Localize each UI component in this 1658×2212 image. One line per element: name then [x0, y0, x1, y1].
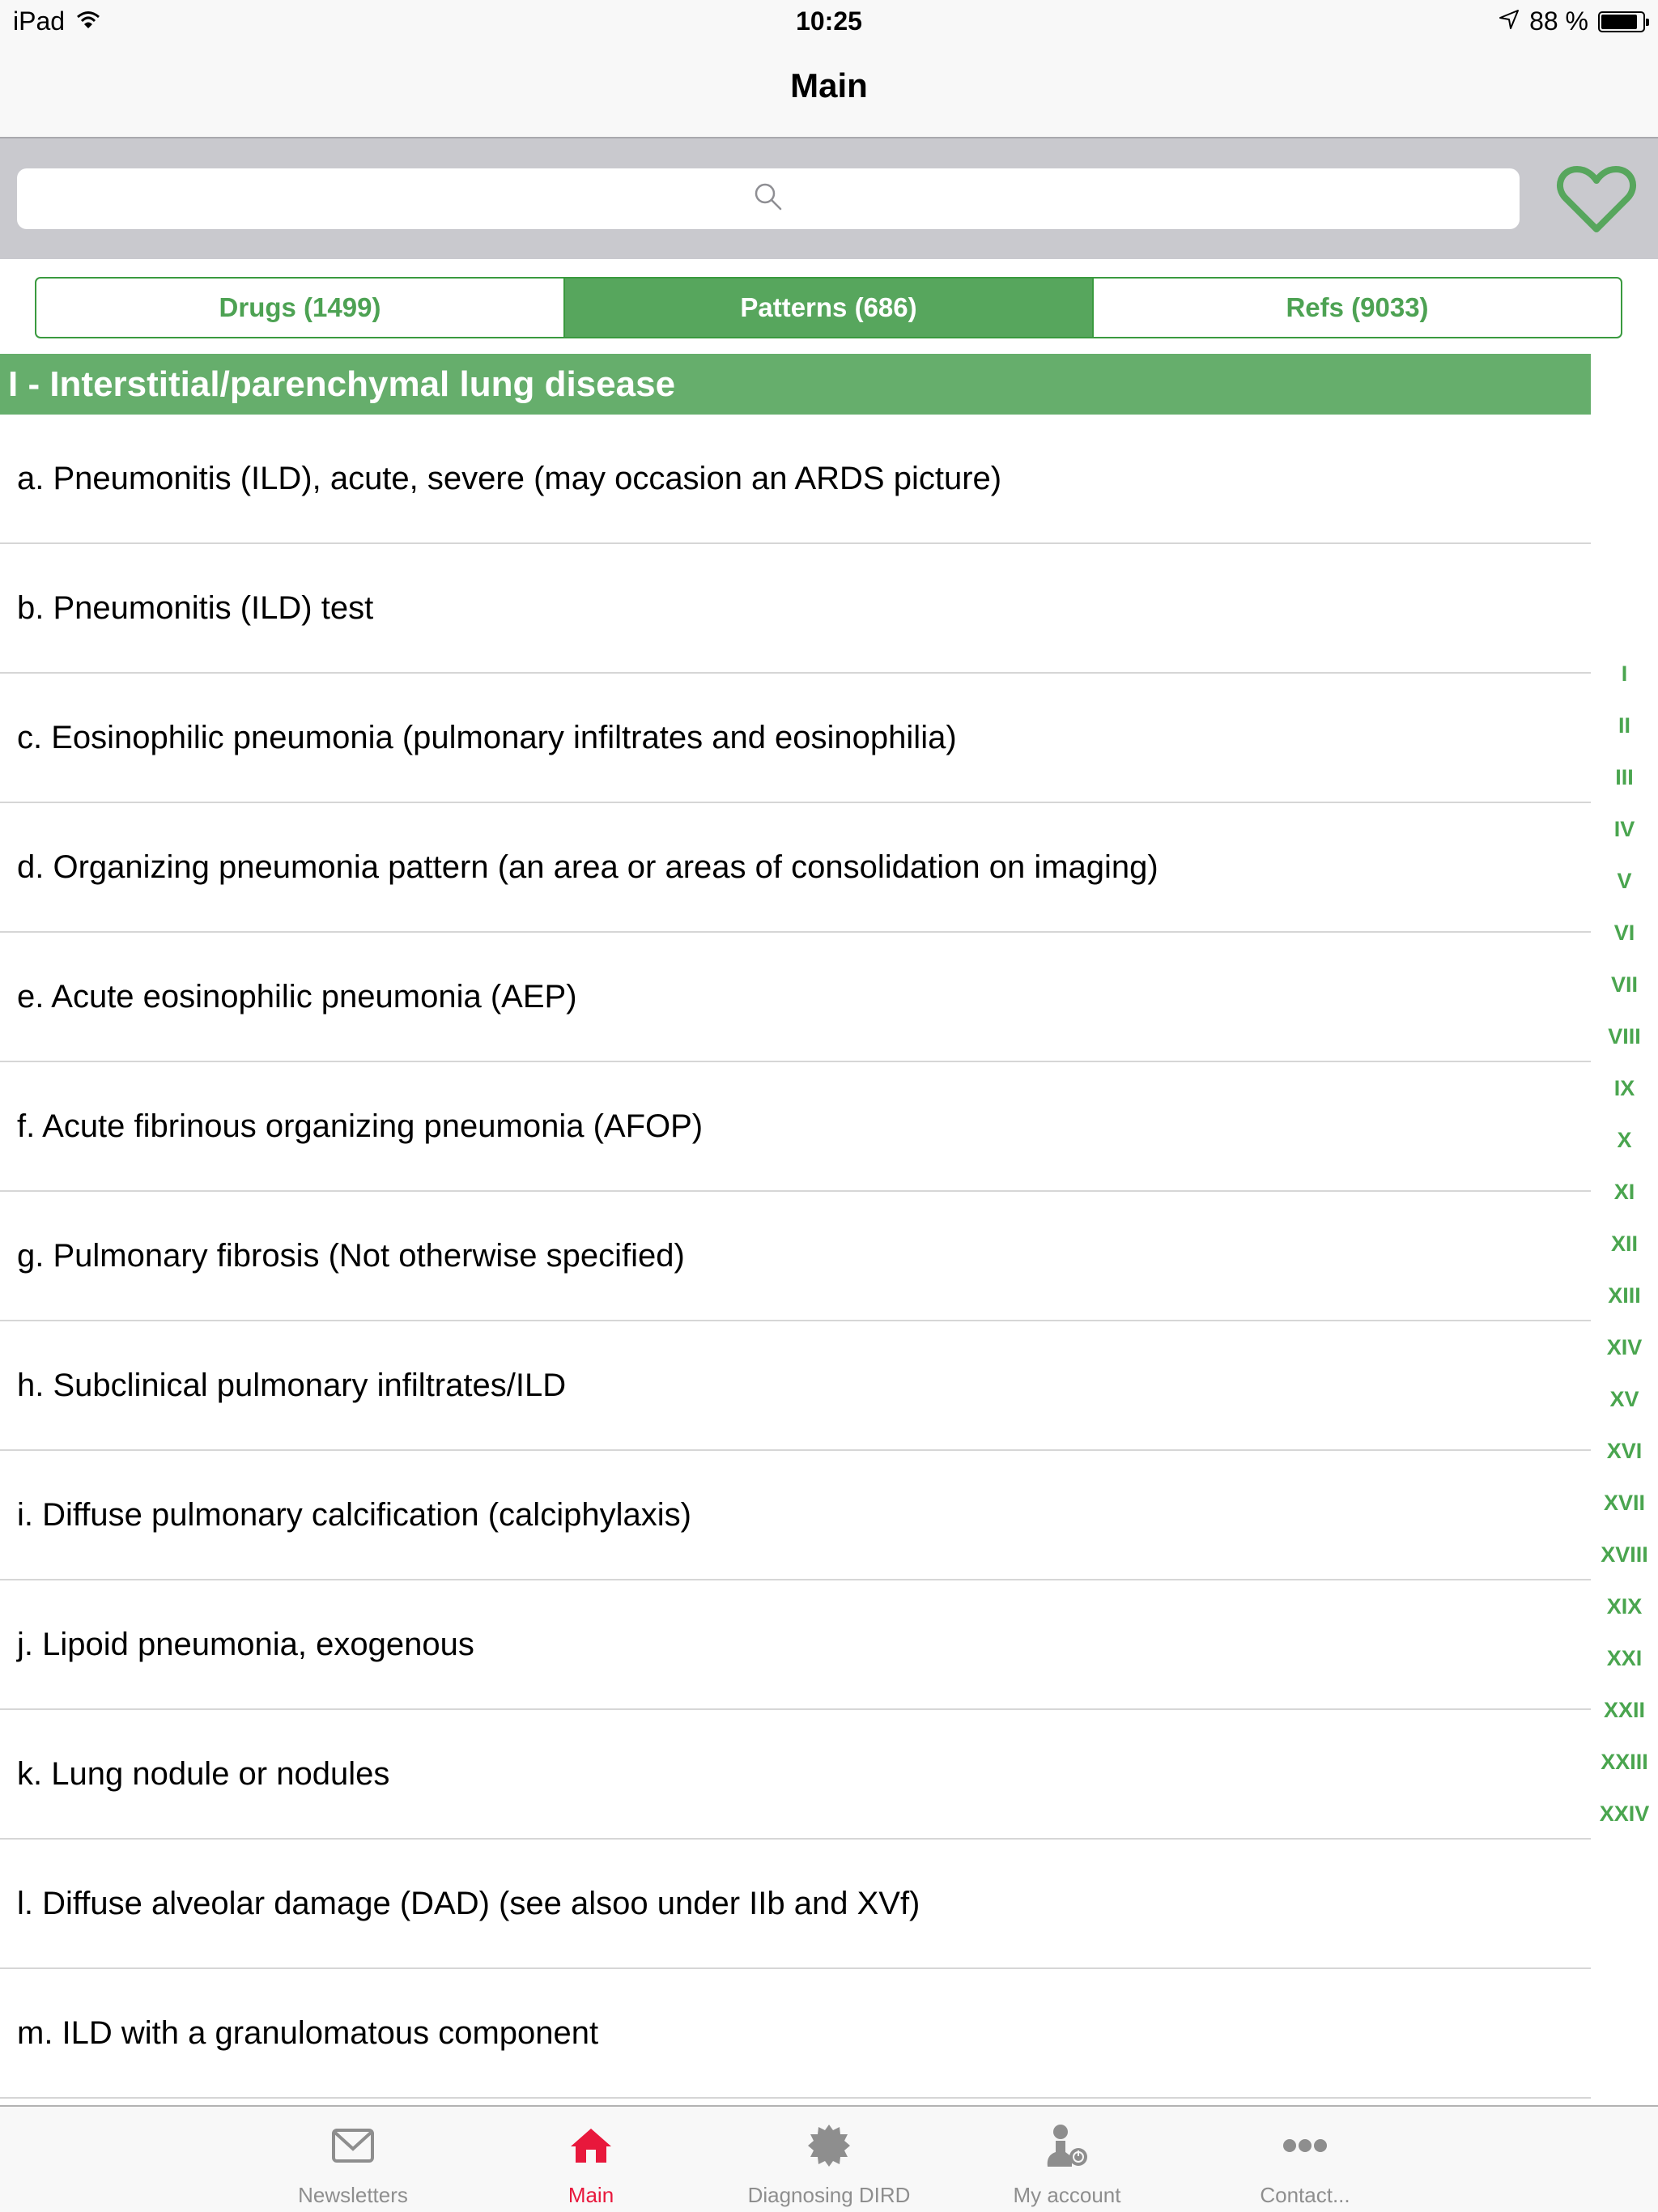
category-segmented-control [35, 277, 1622, 338]
index-item[interactable]: XII [1610, 1231, 1638, 1256]
index-item[interactable]: III [1615, 765, 1634, 789]
tab-diagnosing-dird[interactable] [710, 2107, 948, 2212]
badge-icon [805, 2123, 853, 2168]
home-icon [567, 2123, 615, 2168]
list-item[interactable]: a. Pneumonitis (ILD), acute, severe (may occasion an ARDS picture) [0, 415, 1591, 544]
tab-label: Diagnosing DIRD [747, 2183, 911, 2207]
tab-label: Contact... [1260, 2183, 1350, 2207]
segment-refs[interactable]: Refs (9033) [1286, 292, 1429, 322]
tab-label: Main [568, 2183, 614, 2207]
segment-patterns[interactable]: Patterns (686) [565, 279, 1094, 337]
tab-label: My account [1013, 2183, 1121, 2207]
segment-drugs[interactable]: Drugs (1499) [36, 279, 565, 337]
status-bar [0, 0, 1658, 40]
list-item[interactable]: d. Organizing pneumonia pattern (an area or areas of consolidation on imaging) [0, 803, 1591, 933]
index-item[interactable]: XIX [1606, 1594, 1643, 1619]
section-index[interactable] [1591, 648, 1658, 1840]
favorites-heart-icon[interactable] [1556, 164, 1637, 236]
tab-newsletters[interactable] [234, 2107, 472, 2212]
search-input[interactable] [17, 168, 1520, 229]
index-item[interactable]: IV [1613, 817, 1635, 841]
list-item[interactable]: l. Diffuse alveolar damage (DAD) (see alsoo under IIb and XVf) [0, 1840, 1591, 1969]
battery-percent: 88 % [1529, 6, 1588, 36]
index-item[interactable]: XXI [1606, 1646, 1643, 1670]
list-item[interactable]: b. Pneumonitis (ILD) test [0, 544, 1591, 674]
list-item[interactable]: h. Subclinical pulmonary infiltrates/ILD [0, 1321, 1591, 1451]
index-item[interactable]: I [1621, 661, 1628, 686]
navigation-bar [0, 40, 1658, 138]
user-power-icon [1043, 2123, 1091, 2168]
device-name: iPad [13, 6, 66, 36]
index-item[interactable]: V [1617, 869, 1632, 893]
index-item[interactable]: XIV [1606, 1335, 1643, 1359]
index-item[interactable]: XIII [1608, 1283, 1641, 1308]
index-item[interactable]: VIII [1608, 1024, 1641, 1049]
location-arrow-icon [1499, 6, 1520, 36]
index-item[interactable]: XVIII [1601, 1542, 1648, 1567]
search-area [0, 138, 1658, 259]
list-item[interactable]: j. Lipoid pneumonia, exogenous [0, 1580, 1591, 1710]
clock: 10:25 [796, 6, 862, 36]
page-title: Main [790, 66, 868, 104]
list-item[interactable]: e. Acute eosinophilic pneumonia (AEP) [0, 933, 1591, 1062]
section-header: I - Interstitial/parenchymal lung disease [0, 354, 1591, 415]
tab-main[interactable] [472, 2107, 710, 2212]
list-item[interactable]: i. Diffuse pulmonary calcification (calciphylaxis) [0, 1451, 1591, 1580]
list-item[interactable]: g. Pulmonary fibrosis (Not otherwise specified) [0, 1192, 1591, 1321]
index-item[interactable]: X [1617, 1128, 1632, 1152]
list-item[interactable]: c. Eosinophilic pneumonia (pulmonary infiltrates and eosinophilia) [0, 674, 1591, 803]
index-item[interactable]: VI [1613, 921, 1635, 945]
index-item[interactable]: VII [1610, 972, 1638, 997]
index-item[interactable]: XV [1609, 1387, 1639, 1411]
index-item[interactable]: XXIV [1599, 1802, 1650, 1826]
index-item[interactable]: XVI [1606, 1439, 1643, 1463]
battery-icon [1598, 11, 1645, 32]
envelope-icon [329, 2123, 377, 2168]
list-item[interactable]: k. Lung nodule or nodules [0, 1710, 1591, 1840]
index-item[interactable]: XI [1613, 1180, 1635, 1204]
tab-my-account[interactable] [948, 2107, 1186, 2212]
list-item[interactable]: m. ILD with a granulomatous component [0, 1969, 1591, 2099]
tab-contact[interactable] [1186, 2107, 1424, 2212]
tab-label: Newsletters [298, 2183, 408, 2207]
index-item[interactable]: IX [1613, 1076, 1635, 1100]
index-item[interactable]: XXIII [1601, 1750, 1648, 1774]
patterns-list [0, 415, 1591, 2099]
search-field[interactable] [17, 168, 1520, 229]
tab-bar [0, 2105, 1658, 2212]
more-icon [1281, 2123, 1329, 2168]
index-item[interactable]: II [1618, 713, 1630, 738]
index-item[interactable]: XVII [1603, 1491, 1646, 1515]
index-item[interactable]: XXII [1603, 1698, 1646, 1722]
list-item[interactable]: f. Acute fibrinous organizing pneumonia (AFOP) [0, 1062, 1591, 1192]
